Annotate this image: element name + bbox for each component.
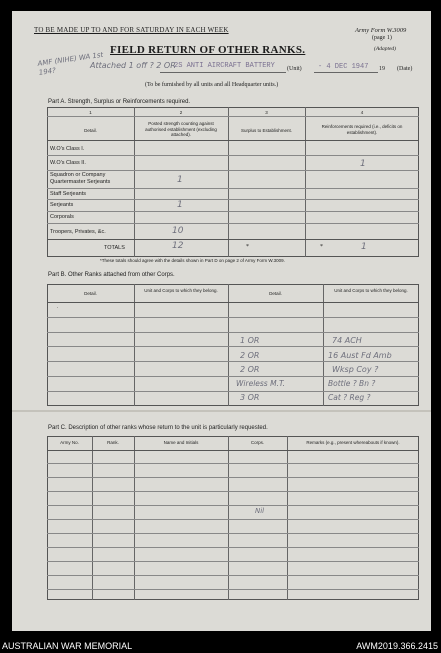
adapted-note: (Adapted) xyxy=(374,46,396,52)
posted-serjeants: 1 xyxy=(177,200,183,210)
footer-bar xyxy=(0,640,441,653)
totals-surplus-star: * xyxy=(246,244,249,250)
part-c-heading: Part C. Description of other ranks whose return to the unit is particularly requested. xyxy=(48,425,268,431)
part-c-header-name: Name and Initials xyxy=(163,440,199,445)
row-label-troopers: Troopers, Privates, &c. xyxy=(50,229,106,235)
date-label: (Date) xyxy=(397,66,413,72)
part-a-col-number-4: 4 xyxy=(360,110,364,115)
part-b-header-unit-2: Unit and Corps to which they belong. xyxy=(334,288,408,293)
posted-cqms: 1 xyxy=(177,175,183,185)
page-fold xyxy=(12,410,431,412)
form-title: FIELD RETURN OF OTHER RANKS. xyxy=(110,44,306,56)
part-c-header-rank: Rank. xyxy=(107,440,119,445)
row-label-staff-serjeants: Staff Serjeants xyxy=(50,191,86,197)
handwritten-attached-note: Attached 1 off ? 2 OR xyxy=(90,61,176,70)
part-b-header-detail-2: Detail. xyxy=(269,291,282,296)
unit-stamp: 2S ANTI AIRCRAFT BATTERY xyxy=(174,62,275,70)
part-b-unit-1: 74 ACH xyxy=(332,336,362,345)
totals-posted: 12 xyxy=(172,241,184,251)
form-number: Army Form W.3009 xyxy=(355,27,407,34)
date-stamp: - 4 DEC 1947 xyxy=(318,63,369,71)
part-a-col-number-2: 2 xyxy=(179,110,183,115)
part-c-header-corps: Corps. xyxy=(250,440,265,445)
totals-label: TOTALS xyxy=(104,245,125,251)
totals-reinf: 1 xyxy=(361,242,367,252)
row-label-corporals: Corporals xyxy=(50,214,74,220)
row-label-cqms: Squadron or Company Quartermaster Serjeants xyxy=(50,172,111,185)
part-a-heading: Part A. Strength, Surplus or Reinforcements required. xyxy=(48,99,191,105)
footer-accession-number: AWM2019.366.2415 xyxy=(356,641,438,651)
part-a-header-reinforcements: Reinforcements required (i.e., deficits on establishment). xyxy=(321,124,403,135)
part-c-header-remarks: Remarks (e.g., present whereabouts if known). xyxy=(306,440,400,445)
furnished-note: (To be furnished by all units and all Headquarter units.) xyxy=(145,82,279,88)
part-b-detail-1: 1 OR xyxy=(240,336,260,345)
part-c-header-army-no: Army No. xyxy=(60,440,79,445)
footer-credit: AUSTRALIAN WAR MEMORIAL xyxy=(2,641,133,651)
part-b-unit-2: 16 Aust Fd Amb xyxy=(328,351,392,360)
part-b-header-unit-1: Unit and Corps to which they belong. xyxy=(144,288,218,293)
page-reference: (page 1) xyxy=(372,35,392,41)
part-b-unit-5: Cat ? Reg ? xyxy=(328,393,371,402)
top-instruction: TO BE MADE UP TO AND FOR SATURDAY IN EACH WEEK xyxy=(34,26,229,34)
unit-label: (Unit) xyxy=(287,66,302,72)
part-b-header-detail-1: Detail. xyxy=(84,291,97,296)
row-label-wo-class-2: W.O's Class II. xyxy=(50,160,86,166)
part-b-detail-3: 2 OR xyxy=(240,365,260,374)
part-b-detail-5: 3 OR xyxy=(240,393,260,402)
row-label-wo-class-1: W.O's Class I. xyxy=(50,146,85,152)
posted-troopers: 10 xyxy=(172,226,184,236)
date-year: 19 xyxy=(379,66,385,72)
part-a-header-detail: Detail. xyxy=(84,128,97,133)
row-label-serjeants: Serjeants xyxy=(50,202,74,208)
part-b-unit-3: Wksp Coy ? xyxy=(332,365,379,374)
part-c-corps-nil: Nil xyxy=(255,507,265,515)
part-b-unit-4: Bottle ? Bn ? xyxy=(328,379,376,388)
part-b-detail-4: Wireless M.T. xyxy=(236,379,286,388)
part-a-col-number-3: 3 xyxy=(265,110,268,115)
part-b-heading: Part B. Other Ranks attached from other Corps. xyxy=(48,272,175,278)
totals-reinf-star: * xyxy=(320,244,323,250)
handwritten-left-note: AMF (NIHE) WA 1st 194? xyxy=(37,50,104,77)
part-a-header-posted: Posted strength counting against authorised establishment (excluding attached). xyxy=(145,121,217,137)
reinf-wo-class-2: 1 xyxy=(360,159,366,169)
part-a-col-number-1: 1 xyxy=(89,110,92,115)
totals-footnote: *These totals should agree with the details shown in Part D on page 2 of Army Form W.3009. xyxy=(100,258,285,263)
part-a-header-surplus: Surplus to Establishment. xyxy=(240,128,293,133)
part-b-detail-2: 2 OR xyxy=(240,351,260,360)
